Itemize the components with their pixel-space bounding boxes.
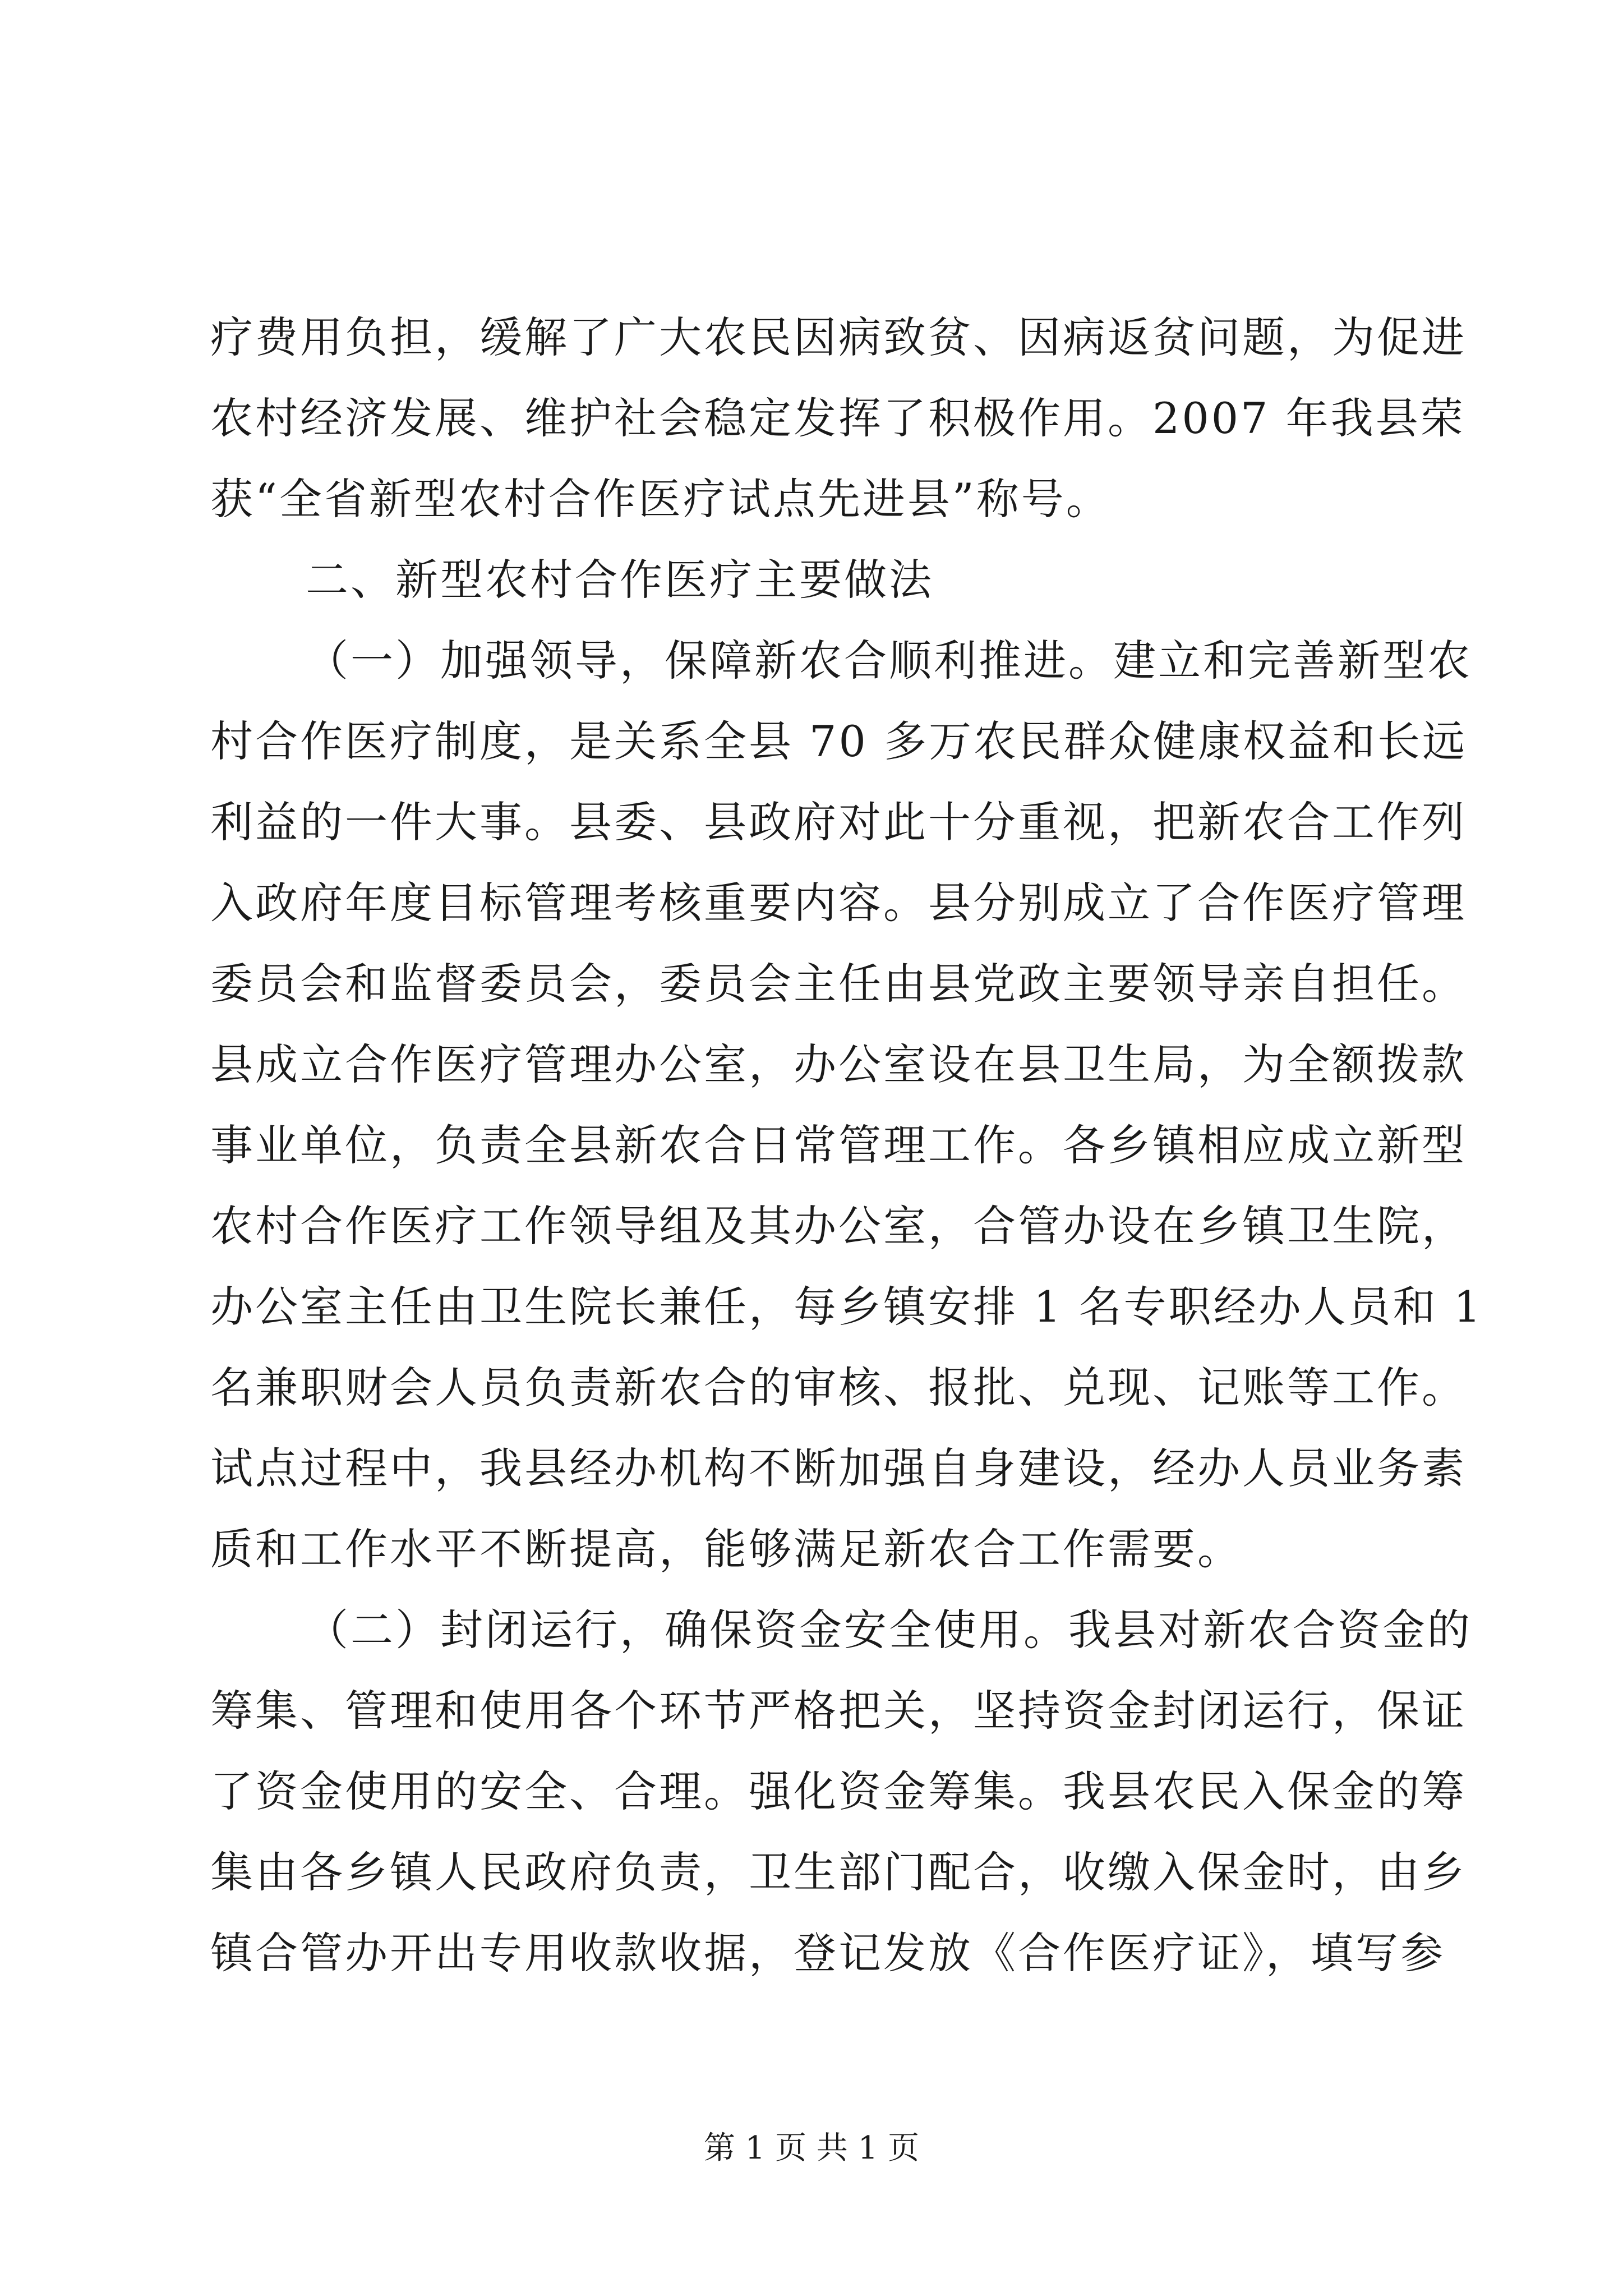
body-line: 质和工作水平不断提高，能够满足新农合工作需要。 bbox=[210, 1524, 1242, 1574]
paragraph-first-line: （二）封闭运行，确保资金安全使用。我县对新农合资金的 bbox=[306, 1605, 1472, 1655]
body-line: 农村经济发展、维护社会稳定发挥了积极作用。2007 年我县荣 bbox=[210, 393, 1465, 443]
document-body bbox=[210, 297, 1483, 1994]
page-footer: 第 1 页 共 1 页 bbox=[703, 2130, 920, 2166]
body-line: 事业单位，负责全县新农合日常管理工作。各乡镇相应成立新型 bbox=[210, 1120, 1467, 1170]
paragraph-first-line: （一）加强领导，保障新农合顺利推进。建立和完善新型农 bbox=[306, 636, 1472, 685]
body-line: 入政府年度目标管理考核重要内容。县分别成立了合作医疗管理 bbox=[210, 878, 1467, 928]
body-line: 筹集、管理和使用各个环节严格把关，坚持资金封闭运行，保证 bbox=[210, 1686, 1467, 1736]
body-line: 了资金使用的安全、合理。强化资金筹集。我县农民入保金的筹 bbox=[210, 1766, 1467, 1816]
body-line: 农村合作医疗工作领导组及其办公室，合管办设在乡镇卫生院， bbox=[210, 1201, 1467, 1251]
body-line: 试点过程中，我县经办机构不断加强自身建设，经办人员业务素 bbox=[210, 1443, 1467, 1493]
body-line: 获“全省新型农村合作医疗试点先进县”称号。 bbox=[210, 474, 1111, 524]
body-line: 村合作医疗制度，是关系全县 70 多万农民群众健康权益和长远 bbox=[210, 716, 1468, 766]
body-line: 办公室主任由卫生院长兼任，每乡镇安排 1 名专职经办人员和 1 bbox=[210, 1282, 1483, 1332]
body-line: 名兼职财会人员负责新农合的审核、报批、兑现、记账等工作。 bbox=[210, 1363, 1467, 1412]
body-line: 疗费用负担，缓解了广大农民因病致贫、因病返贫问题，为促进 bbox=[210, 312, 1467, 362]
body-line: 委员会和监督委员会，委员会主任由县党政主要领导亲自担任。 bbox=[210, 959, 1467, 1009]
body-line: 镇合管办开出专用收款收据，登记发放《合作医疗证》，填写参 bbox=[210, 1928, 1445, 1978]
body-line: 集由各乡镇人民政府负责，卫生部门配合，收缴入保金时，由乡 bbox=[210, 1847, 1467, 1897]
section-heading: 二、新型农村合作医疗主要做法 bbox=[306, 555, 934, 605]
body-line: 利益的一件大事。县委、县政府对此十分重视，把新农合工作列 bbox=[210, 797, 1467, 847]
body-line: 县成立合作医疗管理办公室，办公室设在县卫生局，为全额拨款 bbox=[210, 1039, 1467, 1089]
